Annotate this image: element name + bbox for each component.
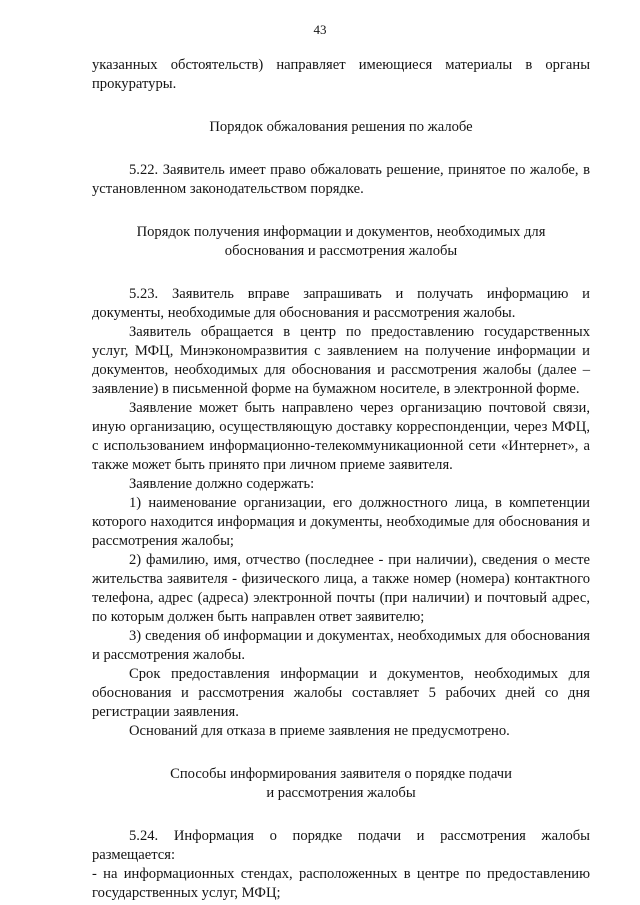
section-heading-appeal-procedure: Порядок обжалования решения по жалобе [209,119,473,135]
document-body [92,56,590,903]
paragraph-deadline: Срок предоставления информации и документов, необходимых для обоснования и рассмотрения жалобы составляет 5 рабочих дней со дня регистрации заявления. [92,666,590,720]
paragraph-applicant-request: Заявитель обращается в центр по предоставлению государственных услуг, МФЦ, Минэкономразвития с заявлением на получение информации и документов, необходимых для обоснования и рассмотрения жалобы (далее – заявление) в письменной форме на бумажном носителе, в электронной форме. [92,324,590,397]
list-item-3: 3) сведения об информации и документах, необходимых для обоснования и рассмотрения жалобы. [92,628,590,663]
paragraph-5-22: 5.22. Заявитель имеет право обжаловать решение, принятое по жалобе, в установленном законодательством порядке. [92,162,590,197]
paragraph-5-23: 5.23. Заявитель вправе запрашивать и получать информацию и документы, необходимые для обоснования и рассмотрения жалобы. [92,286,590,321]
paragraph-application-contents: Заявление должно содержать: [129,476,315,492]
list-item-info-stands: - на информационных стендах, расположенных в центре по предоставлению государственных услуг, МФЦ; [92,866,590,901]
heading-line: Порядок получения информации и документов, необходимых для [136,224,546,240]
heading-line: обоснования и рассмотрения жалобы [224,243,458,259]
paragraph-continuation: указанных обстоятельств) направляет имеющиеся материалы в органы прокуратуры. [92,57,590,92]
page-number: 43 [313,22,327,37]
paragraph-5-24: 5.24. Информация о порядке подачи и рассмотрения жалобы размещается: [92,828,590,863]
paragraph-submission-methods: Заявление может быть направлено через организацию почтовой связи, иную организацию, осуществляющую доставку корреспонденции, через МФЦ, с использованием информационно-телекоммуникационной сети «Интернет», а также может быть принято при личном приеме заявителя. [92,400,590,473]
section-heading-informing-methods [92,765,590,803]
paragraph-no-refusal: Оснований для отказа в приеме заявления не предусмотрено. [129,723,510,739]
list-item-2: 2) фамилию, имя, отчество (последнее - при наличии), сведения о месте жительства заявителя - физического лица, а также номер (номера) контактного телефона, адрес (адреса) электронной почты (при наличии) и почтовый адрес, по которым должен быть направлен ответ заявителю; [92,552,590,625]
heading-line: Способы информирования заявителя о порядке подачи [170,766,512,782]
section-heading-obtaining-information [92,223,590,261]
list-item-1: 1) наименование организации, его должностного лица, в компетенции которого находится информация и документы, необходимые для обоснования и рассмотрения жалобы; [92,495,590,549]
heading-line: и рассмотрения жалобы [266,785,416,801]
